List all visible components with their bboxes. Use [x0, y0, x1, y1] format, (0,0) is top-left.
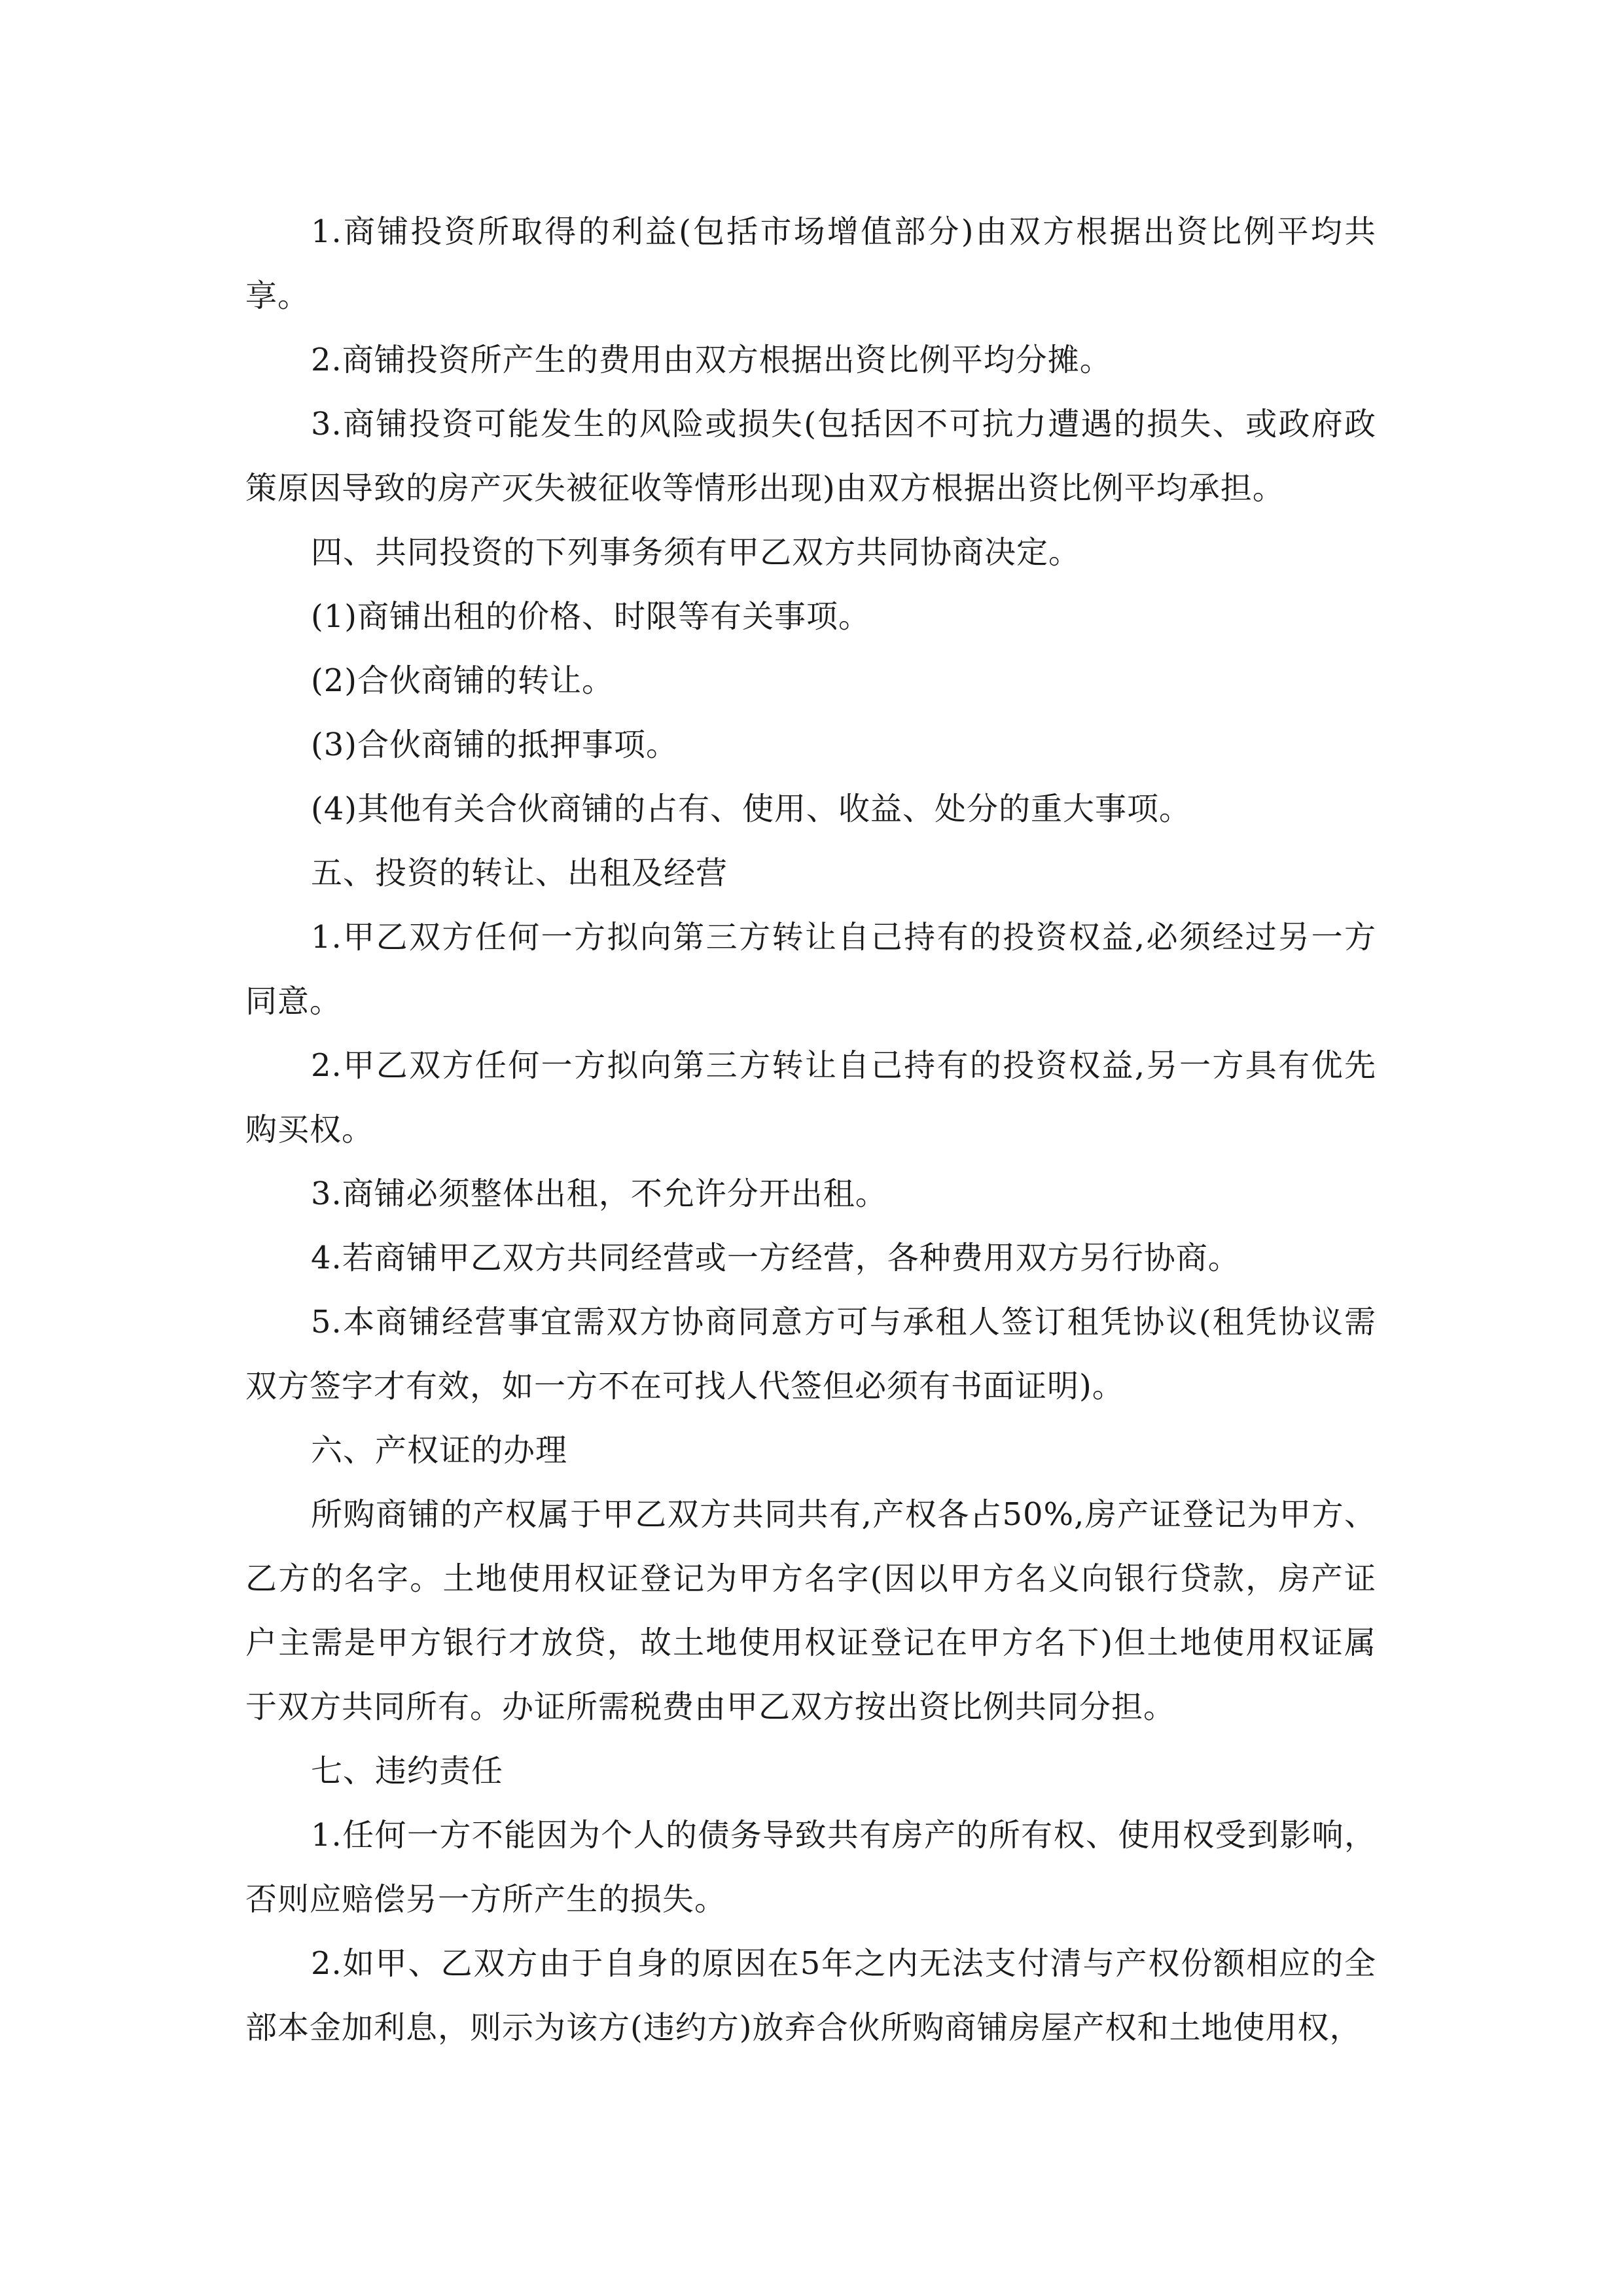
paragraph-item-4-2: (2)合伙商铺的转让。	[311, 662, 614, 699]
section-heading-7: 七、违约责任	[311, 1753, 504, 1789]
paragraph-clause-3-1: 1.商铺投资所取得的利益(包括市场增值部分)由双方根据出资比例平均共享。	[245, 213, 1376, 314]
paragraph-clause-3-2: 2.商铺投资所产生的费用由双方根据出资比例平均分摊。	[311, 342, 1112, 378]
paragraph-clause-5-1: 1.甲乙双方任何一方拟向第三方转让自己持有的投资权益,必须经过另一方同意。	[245, 919, 1376, 1020]
section-heading-6: 六、产权证的办理	[311, 1432, 568, 1469]
paragraph-clause-5-2: 2.甲乙双方任何一方拟向第三方转让自己持有的投资权益,另一方具有优先购买权。	[245, 1047, 1376, 1148]
paragraph-item-4-1: (1)商铺出租的价格、时限等有关事项。	[311, 598, 870, 635]
paragraph-item-4-4: (4)其他有关合伙商铺的占有、使用、收益、处分的重大事项。	[311, 791, 1191, 827]
paragraph-clause-5-3: 3.商铺必须整体出租，不允许分开出租。	[311, 1175, 887, 1212]
paragraph-item-4-3: (3)合伙商铺的抵押事项。	[311, 726, 678, 763]
section-heading-4: 四、共同投资的下列事务须有甲乙双方共同协商决定。	[311, 534, 1081, 571]
paragraph-clause-5-5: 5.本商铺经营事宜需双方协商同意方可与承租人签订租凭协议(租凭协议需双方签字才有效，如一方不在可找人代签但必须有书面证明)。	[245, 1304, 1376, 1405]
section-heading-5: 五、投资的转让、出租及经营	[311, 855, 728, 891]
paragraph-section-6-body: 所购商铺的产权属于甲乙双方共同共有,产权各占50%,房产证登记为甲方、乙方的名字。土地使用权证登记为甲方名字(因以甲方名义向银行贷款，房产证户主需是甲方银行才放贷，故土地使用权证登记在甲方名下)但土地使用权证属于双方共同所有。办证所需税费由甲乙双方按出资比例共同分担。	[245, 1496, 1376, 1725]
document-body	[245, 200, 1376, 2060]
paragraph-clause-3-3: 3.商铺投资可能发生的风险或损失(包括因不可抗力遭遇的损失、或政府政策原因导致的房产灭失被征收等情形出现)由双方根据出资比例平均承担。	[245, 406, 1376, 507]
paragraph-clause-7-2: 2.如甲、乙双方由于自身的原因在5年之内无法支付清与产权份额相应的全部本金加利息，则示为该方(违约方)放弃合伙所购商铺房屋产权和土地使用权，	[245, 1945, 1376, 2046]
paragraph-clause-7-1: 1.任何一方不能因为个人的债务导致共有房产的所有权、使用权受到影响，否则应赔偿另一方所产生的损失。	[245, 1817, 1376, 1918]
paragraph-clause-5-4: 4.若商铺甲乙双方共同经营或一方经营，各种费用双方另行协商。	[311, 1240, 1240, 1276]
